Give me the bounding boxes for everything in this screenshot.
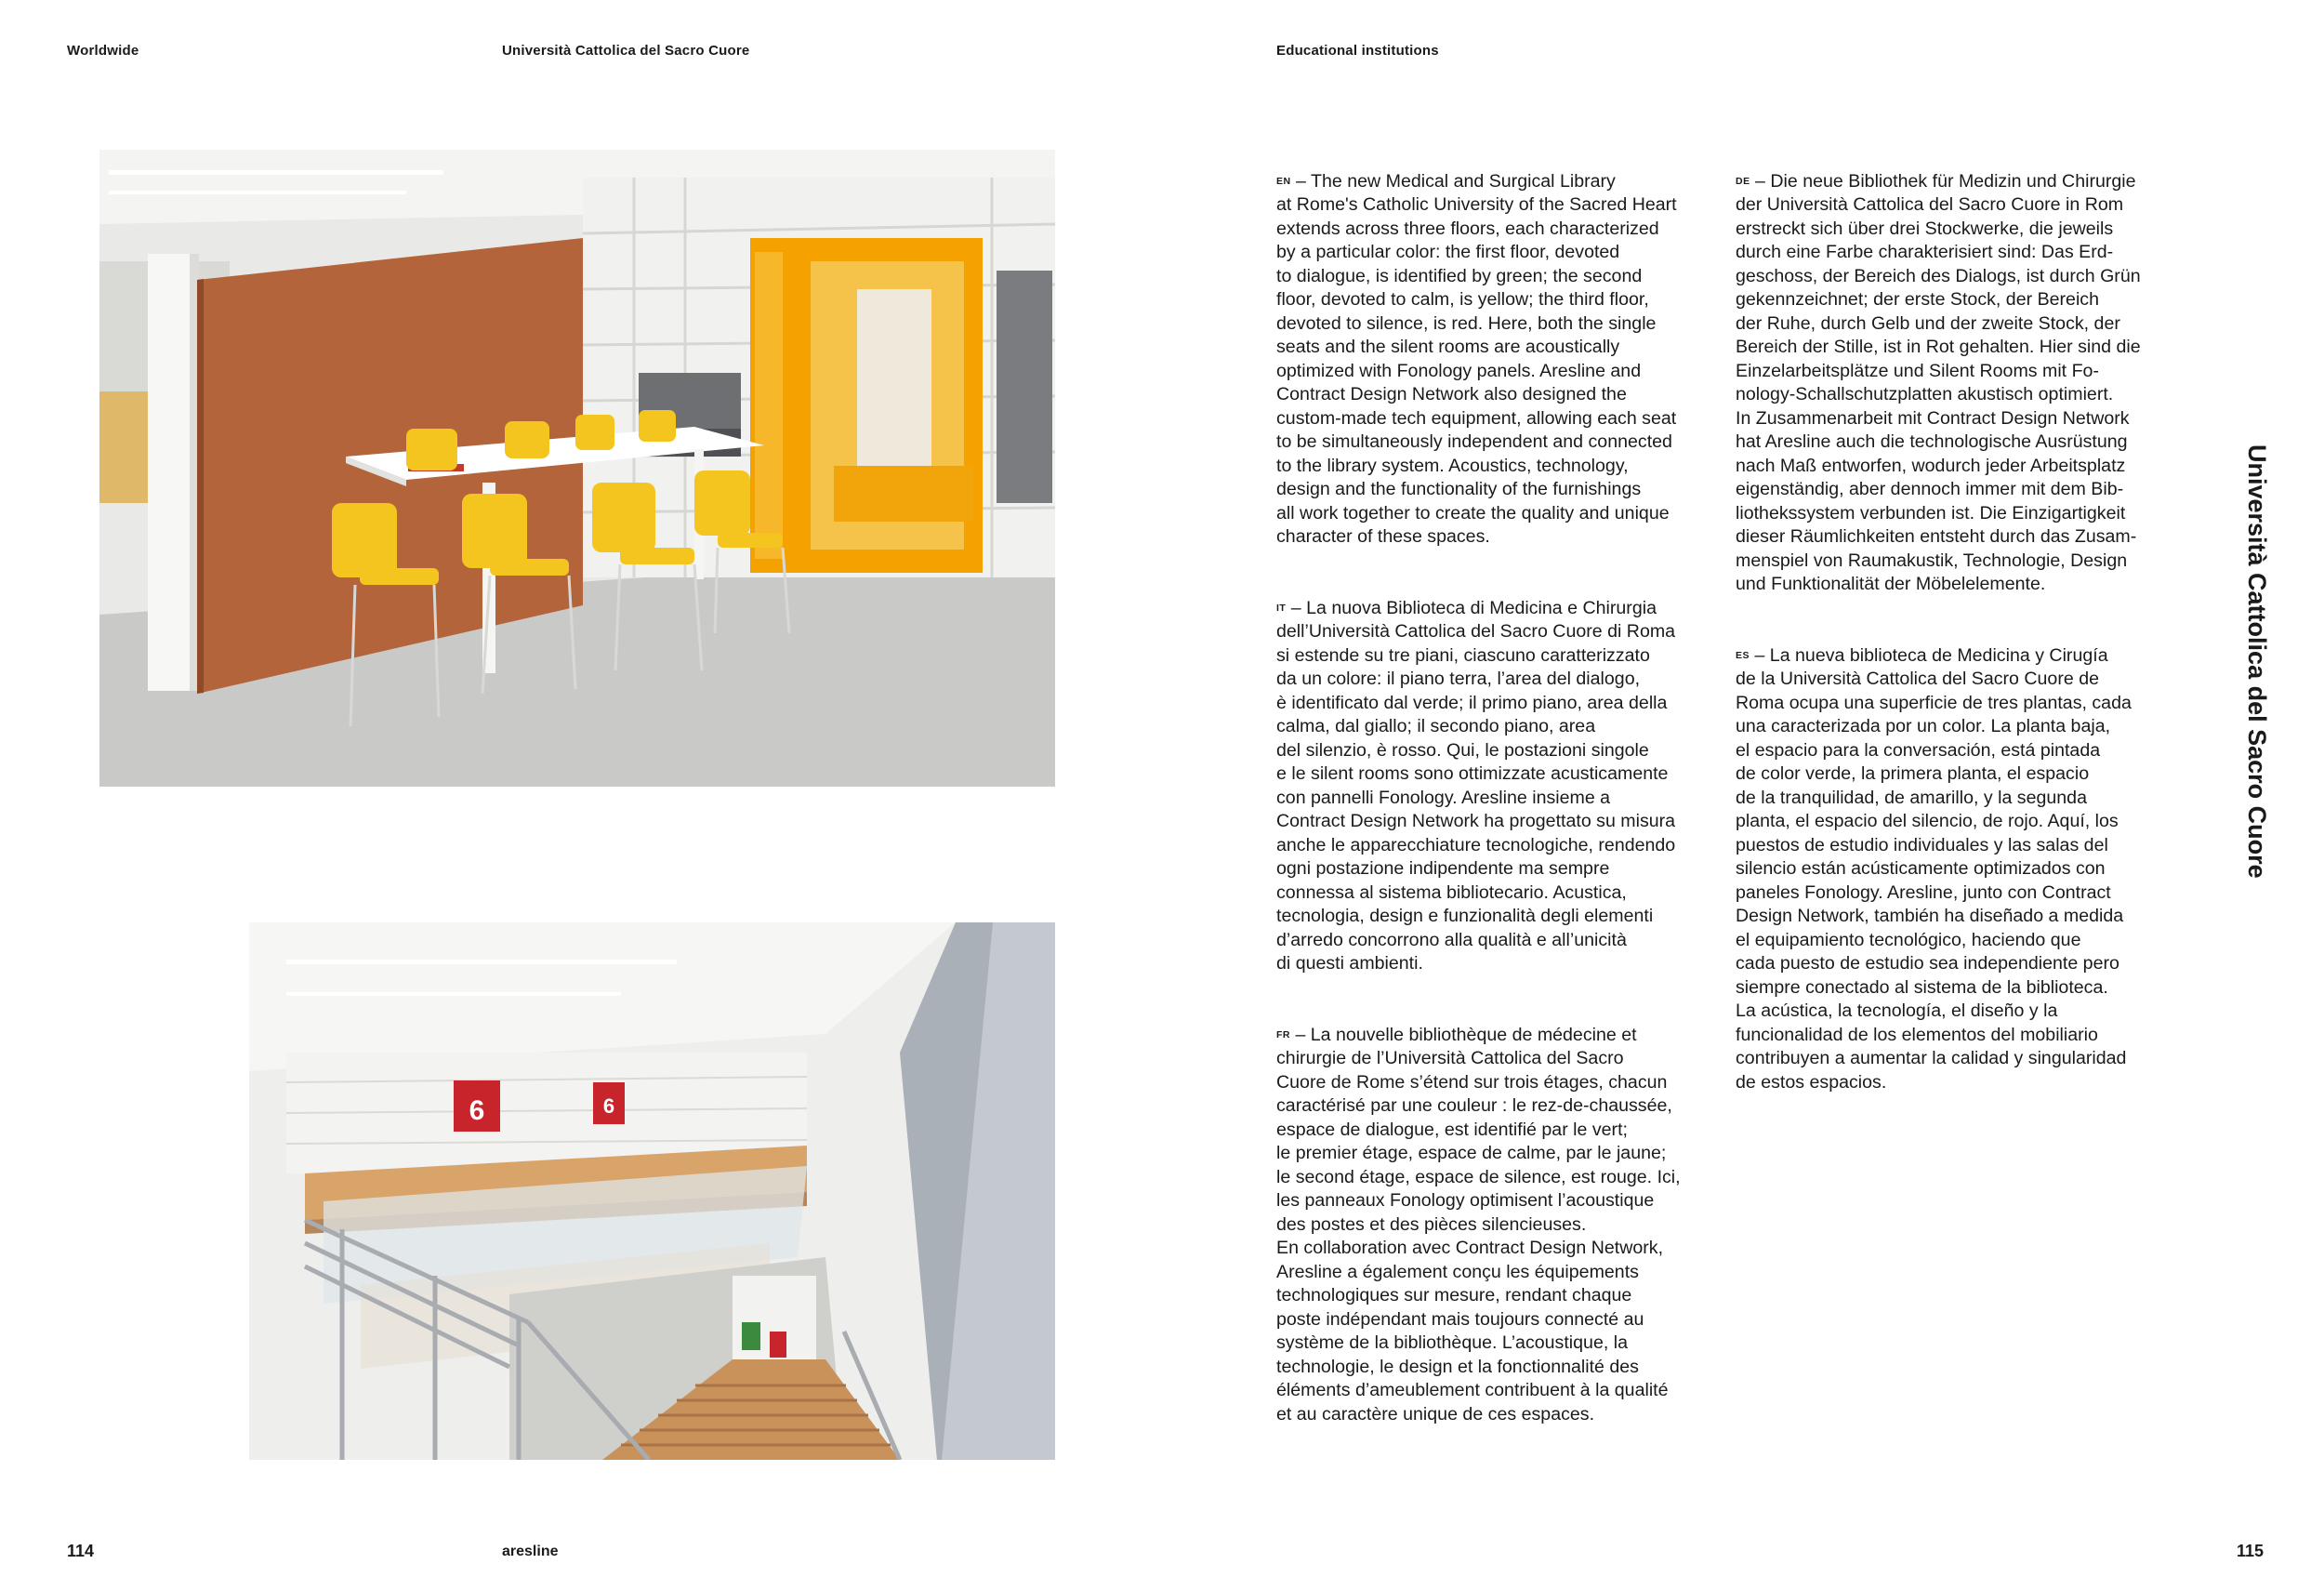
atrium-illustration [249,922,1055,1460]
article-it-text: – La nuova Biblioteca di Medicina e Chirurgia dell’Università Cattolica del Sacro Cuore di Roma si estende su tre piani, ciascuno caratterizzato da un colore: il piano terra, l’area del dialogo, è identificato dal verde; il primo piano, area della calma, dal giallo; il secondo piano, area del silenzio, è rosso. Qui, le postazioni singole e le silent rooms sono ottimizzate acusticamente con pannelli Fonology. Aresline insieme a Contract Design Network ha progettato su misura anche le apparecchiature tecnologiche, rendendo ogni postazione indipendente ma sempre connessa al sistema bibliotecario. Acustica, tecnologia, design e funzionalità degli elementi d’arredo concorrono alla qualità e all’unicità di questi ambienti. [1276,597,1676,974]
lang-tag-fr: FR [1276,1028,1290,1040]
running-title: Università Cattolica del Sacro Cuore [502,43,750,59]
section-label: Worldwide [67,43,139,59]
article-it [1276,597,1723,976]
library-meeting-area-photo [99,150,1055,787]
page-number-left: 114 [67,1542,95,1560]
text-column-right [1736,146,2191,1142]
article-fr-text: – La nouvelle bibliothèque de médecine et chirurgie de l’Università Cattolica del Sacro Cuore de Rome s’étend sur trois étages, chacun caractérisé par une couleur : le rez-de-chaussée, espace de dialogue, est identifié par le vert; le premier étage, espace de calme, par le jaune; le second étage, espace de silence, est rouge. Ici, les panneaux Fonology optimisent l’acoustique des postes et des pièces silencieuses. En collaboration avec Contract Design Network, Aresline a également conçu les équipements technologiques sur mesure, rendant chaque poste indépendant mais toujours connecté au système de la bibliothèque. L’acoustique, la technologie, le design et la fonctionnalité des éléments d’ameublement contribuent à la qualité et au caractère unique de ces espaces. [1276,1024,1681,1425]
article-en-text: – The new Medical and Surgical Library at Rome's Catholic University of the Sacred Heart extends across three floors, each characterized by a particular color: the first floor, devoted to dialogue, is identified by green; the second floor, devoted to calm, is yellow; the third floor, devoted to silence, is red. Here, both the single seats and the silent rooms are acoustically optimized with Fonology panels. Aresline and Contract Design Network also designed the custom-made tech equipment, allowing each seat to be simultaneously independent and connected to the library system. Acoustics, technology, design and the functionality of the furnishings all work together to create the quality and unique character of these spaces. [1276,170,1677,547]
article-de [1736,170,2191,597]
category-label: Educational institutions [1276,43,1439,59]
brand-name: aresline [502,1544,559,1559]
text-column-left [1276,146,1723,1474]
meeting-area-illustration [99,150,1055,787]
library-atrium-photo [249,922,1055,1460]
article-en [1276,170,1723,550]
page-number-right: 115 [2237,1542,2265,1560]
article-de-text: – Die neue Bibliothek für Medizin und Chirurgie der Università Cattolica del Sacro Cuore in Rom erstreckt sich über drei Stockwerke, die jeweils durch eine Farbe charakterisiert sind: Das Erd- geschoss, der Bereich des Dialogs, ist durch Grün gekennzeichnet; der erste Stock, der Bereich der Ruhe, durch Gelb und der zweite Stock, der Bereich der Stille, ist in Rot gehalten. Hier sind die Einzelarbeitsplätze und Silent Rooms mit Fo- nology-Schallschutzplatten akustisch optimiert. In Zusammenarbeit mit Contract Design Network hat Aresline auch die technologische Ausrüstung nach Maß entworfen, wodurch jeder Arbeitsplatz eigenständig, aber dennoch immer mit dem Bib- liothekssystem verbunden ist. Die Einzigartigkeit dieser Räumlichkeiten entsteht durch das Zusam- menspiel von Raumakustik, Technologie, Design und Funktionalität der Möbelelemente. [1736,170,2141,594]
lang-tag-en: EN [1276,175,1291,187]
lang-tag-it: IT [1276,602,1287,614]
svg-text:6: 6 [602,1094,615,1118]
article-es-text: – La nueva biblioteca de Medicina y Cirugía de la Università Cattolica del Sacro Cuore de Roma ocupa una superficie de tres plantas, cada una caracterizada por un color. La planta baja, el espacio para la conversación, está pintada de color verde, la primera planta, el espacio de la tranquilidad, de amarillo, y la segunda planta, el espacio del silencio, de rojo. Aquí, los puestos de estudio individuales y las salas del silencio están acústicamente optimizados con paneles Fonology. Aresline, junto con Contract Design Network, también ha diseñado a medida el equipamiento tecnológico, haciendo que cada puesto de estudio sea independiente pero siempre conectado al sistema de la biblioteca. La acústica, la tecnología, el diseño y la funcionalidad de los elementos del mobiliario contribuyen a aumentar la calidad y singularidad de estos espacios. [1736,644,2132,1093]
lang-tag-de: DE [1736,175,1750,187]
article-fr [1276,1024,1723,1427]
lang-tag-es: ES [1736,649,1750,661]
vertical-university-title: Università Cattolica del Sacro Cuore [2243,444,2271,879]
svg-text:6: 6 [469,1095,485,1126]
article-es [1736,644,2191,1095]
